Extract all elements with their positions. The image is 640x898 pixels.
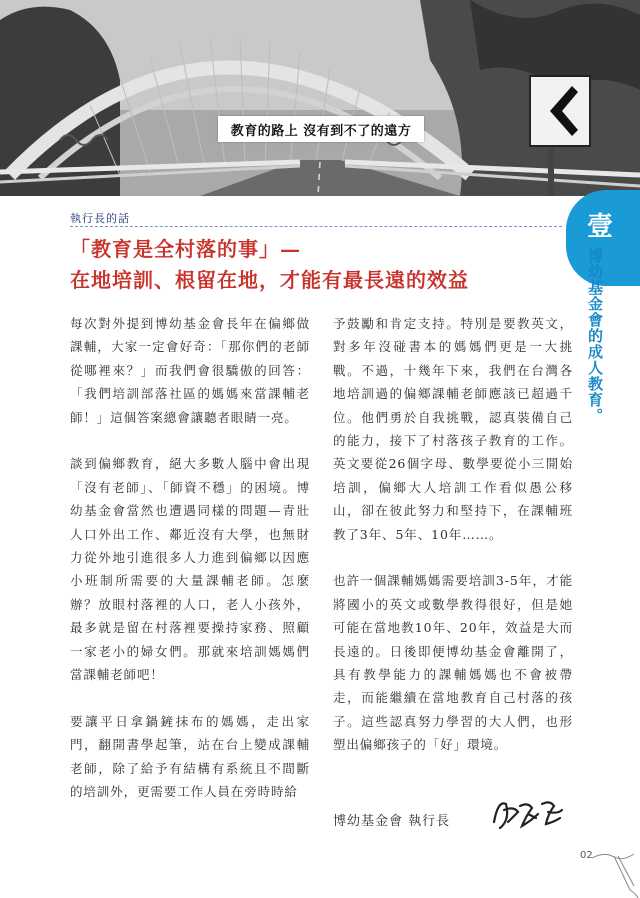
body-paragraph: 每次對外提到博幼基金會長年在偏鄉做課輔，大家一定會好奇：「那你們的老師從哪裡來？」而我們會很驕傲的回答：「我們培訓部落社區的媽媽來當課輔老師！」這個答案總會讓聽者眼睛一亮。 [70,316,310,425]
headline-line-2: 在地培訓、根留在地，才能有最長遠的效益 [70,268,469,292]
handwritten-signature [488,792,568,838]
hero-photo [0,0,640,196]
body-paragraph: 予鼓勵和肯定支持。特別是要教英文，對多年沒碰書本的媽媽們更是一大挑戰。不過，十幾年下來，我們在台灣各地培訓過的偏鄉課輔老師應該已超過千位。他們勇於自我挑戰，認真裝備自己的能力，接下了村落孩子教育的工作。英文要從26個字母、數學要從小三開始培訓，偏鄉大人培訓工作看似愚公移山，卻在彼此努力和堅持下，在課輔班教了3年、5年、10年……。 [333,316,573,542]
body-paragraph: 談到偏鄉教育，絕大多數人腦中會出現「沒有老師」、「師資不穩」的困境。博幼基金會當然也遭遇同樣的問題—青壯人口外出工作、鄰近沒有大學，也無財力從外地引進很多人力進到偏鄉以因應小班制所需要的大量課輔老師。怎麼辦？放眼村落裡的人口，老人小孩外，最多就是留在村落裡要操持家務、照顧一家老小的婦女們。那就來培訓媽媽們當課輔老師吧！ [70,456,310,683]
section-divider [70,226,562,227]
section-label: 執行長的話 [70,212,130,225]
signature-title: 博幼基金會 執行長 [333,814,451,829]
body-paragraph: 要讓平日拿鍋鏟抹布的媽媽，走出家門，翻開書學起筆，站在台上變成課輔老師，除了給予有結構有系統且不間斷的培訓外，更需要工作人員在旁時時給 [70,713,310,800]
chevron-left-sign-icon [530,76,590,146]
headline-line-1: 「教育是全村落的事」— [70,237,301,261]
body-paragraph: 也許一個課輔媽媽需要培訓3-5年，才能將國小的英文或數學教得很好，但是她可能在當地教10年、20年，效益是大而長遠的。日後即便博幼基金會離開了，具有教學能力的課輔媽媽也不會被帶走，而能繼續在當地教育自己村落的孩子。這些認真努力學習的大人們，也形塑出偏鄉孩子的「好」環境。 [333,573,573,753]
hero-caption: 教育的路上 沒有到不了的遠方 [218,116,424,142]
side-vertical-title: 博幼基金會的成人教育。 [586,248,604,424]
chapter-tab-char: 壹 [586,212,613,242]
body-column-right [333,312,573,780]
page-number: 02 [580,850,593,861]
headline [70,234,560,296]
body-column-left [70,312,310,827]
pen-doodle-icon [590,834,640,898]
